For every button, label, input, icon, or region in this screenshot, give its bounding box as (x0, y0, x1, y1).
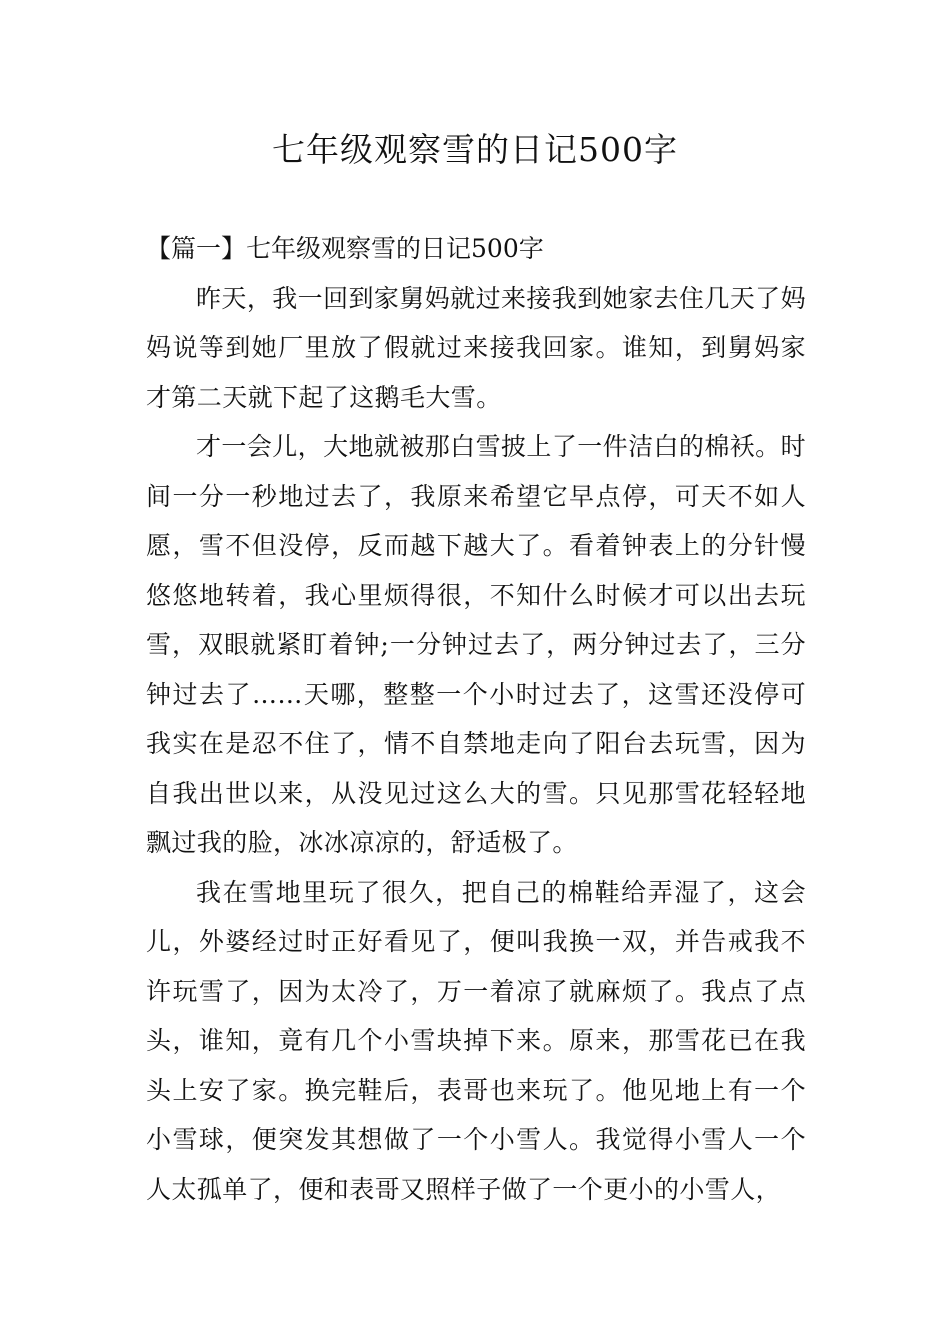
paragraph-1: 昨天，我一回到家舅妈就过来接我到她家去住几天了妈妈说等到她厂里放了假就过来接我回家。谁知，到舅妈家才第二天就下起了这鹅毛大雪。 (146, 283, 806, 412)
document-body (146, 224, 806, 1214)
section-heading: 【篇一】七年级观察雪的日记500字 (146, 234, 544, 263)
paragraph-2: 才一会儿，大地就被那白雪披上了一件洁白的棉袄。时间一分一秒地过去了，我原来希望它早点停，可天不如人愿，雪不但没停，反而越下越大了。看着钟表上的分针慢悠悠地转着，我心里烦得很，不知什么时候才可以出去玩雪，双眼就紧盯着钟;一分钟过去了，两分钟过去了，三分钟过去了……天哪，整整一个小时过去了，这雪还没停可我实在是忍不住了，情不自禁地走向了阳台去玩雪，因为自我出世以来，从没见过这么大的雪。只见那雪花轻轻地飘过我的脸，冰冰凉凉的，舒适极了。 (146, 432, 806, 857)
paragraph-3: 我在雪地里玩了很久，把自己的棉鞋给弄湿了，这会儿，外婆经过时正好看见了，便叫我换一双，并告戒我不许玩雪了，因为太冷了，万一着凉了就麻烦了。我点了点头，谁知，竟有几个小雪块掉下来。原来，那雪花已在我头上安了家。换完鞋后，表哥也来玩了。他见地上有一个小雪球，便突发其想做了一个小雪人。我觉得小雪人一个人太孤单了，便和表哥又照样子做了一个更小的小雪人， (146, 877, 806, 1204)
document-title: 七年级观察雪的日记500字 (272, 130, 678, 169)
